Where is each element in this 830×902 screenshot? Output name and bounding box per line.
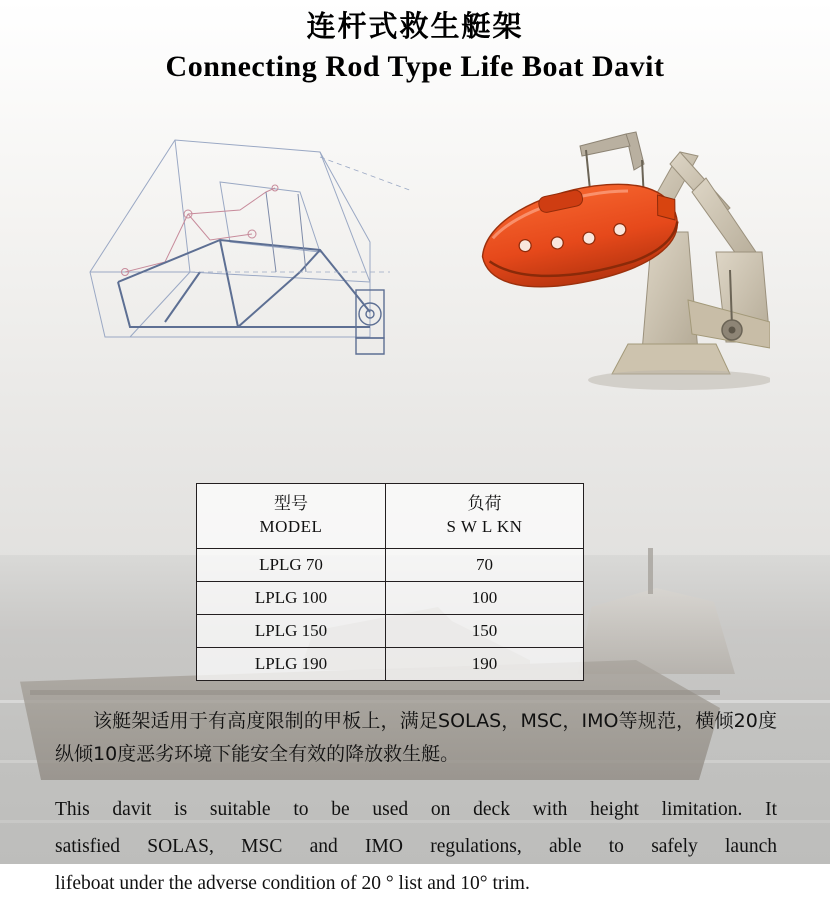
description-chinese: 该艇架适用于有高度限制的甲板上，满足SOLAS，MSC，IMO等规范，横倾20度纵倾10度恶劣环境下能安全有效的降放救生艇。 [55,710,777,766]
davit-line-drawing [70,122,410,392]
cell-model: LPLG 100 [197,582,386,615]
cell-model: LPLG 70 [197,549,386,582]
table-row [197,549,584,582]
table-row [197,582,584,615]
description-block [55,686,777,902]
cell-swl: 70 [385,549,583,582]
table-header-model [197,484,386,549]
description-english-line-1: This davit is suitable to be used on deck with height limitation. It [55,798,777,820]
description-english [55,791,777,902]
table-row [197,648,584,681]
cell-model: LPLG 190 [197,648,386,681]
table-header-swl [385,484,583,549]
table-header-model-en: MODEL [259,517,323,536]
description-english-line-2: satisfied SOLAS, MSC and IMO regulations, able to safely launch [55,835,777,857]
figures-row [0,112,830,412]
specification-table [196,483,584,681]
table-header-row [197,484,584,549]
cell-model: LPLG 150 [197,615,386,648]
cell-swl: 190 [385,648,583,681]
cell-swl: 150 [385,615,583,648]
lifeboat-davit-photo [430,112,770,402]
cell-swl: 100 [385,582,583,615]
specification-table-wrapper [196,483,584,681]
table-header-swl-en: S W L KN [446,517,523,536]
table-header-model-cn: 型号 [273,494,308,515]
page-title-english: Connecting Rod Type Life Boat Davit [165,50,665,84]
page-title-chinese: 连杆式救生艇架 [306,9,524,43]
table-header-swl-cn: 负荷 [467,494,502,515]
table-row [197,615,584,648]
description-english-line-3: lifeboat under the adverse condition of 20 ° list and 10° trim. [55,872,530,894]
